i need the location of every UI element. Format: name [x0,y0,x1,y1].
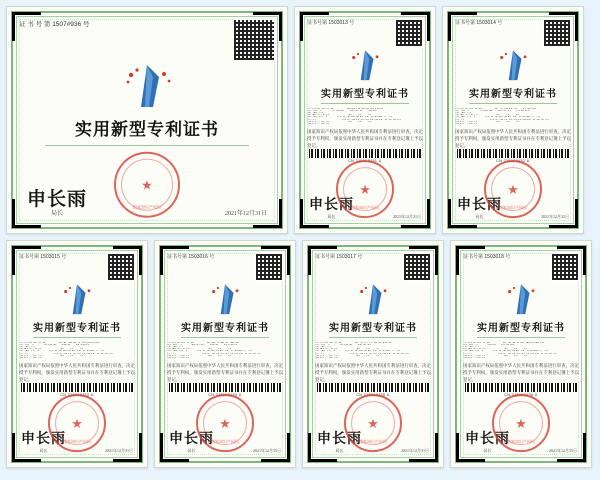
title-divider [321,103,409,104]
cnipa-logo-icon [345,49,385,83]
barcode-icon [21,383,133,392]
gallery-row-top [6,6,594,234]
certificate-fields [19,342,135,383]
legal-paragraph: 国家知识产权局依照中华人民共和国专利法进行审查，决定授予专利权，颁发实用新型专利证书并在专利登记簿上予以登记。 [167,362,283,382]
certificate-fields [167,342,283,383]
certificate-footer [19,397,135,455]
certificate-fields [455,108,571,149]
title-divider [477,337,565,338]
certificate-number: 证书号第 1503016 号 [167,254,215,260]
certificate-number: 证书号第 1503018 号 [463,254,511,260]
barcode-icon [465,383,577,392]
official-seal-icon: ★ 国家知识产权局 [336,160,394,218]
page-title: 实用新型专利证书 [477,323,565,334]
certificate-header [455,19,571,47]
page-title: 实用新型专利证书 [329,323,417,334]
certificate-card-6[interactable] [302,240,444,468]
barcode-number: CN 215008454 U [208,393,242,397]
qr-code-icon [543,19,571,47]
page-title: 实用新型专利证书 [33,323,121,334]
certificate-number: 证书号第 1503017 号 [315,254,363,260]
qr-code-icon [551,253,579,281]
certificate-header [315,253,431,281]
title-divider [45,145,249,146]
cnipa-logo-icon [119,63,175,111]
certificate-footer [455,163,571,221]
signature-block: 申长雨 局长 [169,432,214,453]
certificate-fields [463,342,579,383]
issue-date: 2021年12月31日 [401,447,429,453]
certificate-header [19,253,135,281]
signature-block: 申长雨 局长 [457,198,502,219]
signature-block: 申长雨 局长 [317,432,362,453]
signature-block: 申长雨 局长 [309,198,354,219]
certificate-number: 证 书 号 第 1507#936 号 [19,21,90,28]
signature-block: 申长雨 局长 [465,432,510,453]
issue-date: 2021年12月31日 [105,447,133,453]
barcode-number: CN 215008452 U [496,159,530,163]
certificate-number: 证书号第 1503015 号 [19,254,67,260]
cnipa-logo-icon [493,49,533,83]
page-title: 实用新型专利证书 [75,120,219,139]
legal-paragraph: 国家知识产权局依照中华人民共和国专利法进行审查，决定授予专利权，颁发实用新型专利证书并在专利登记簿上予以登记。 [307,128,423,148]
certificate-card-5[interactable] [154,240,296,468]
qr-code-icon [107,253,135,281]
certificate-card-2[interactable] [294,6,436,234]
certificate-header [307,19,423,47]
barcode-number: CN 215008456 U [504,393,538,397]
legal-paragraph: 国家知识产权局依照中华人民共和国专利法进行审查，决定授予专利权，颁发实用新型专利证书并在专利登记簿上予以登记。 [19,362,135,382]
certificate-footer [463,397,579,455]
page-title: 实用新型专利证书 [181,323,269,334]
barcode-icon [457,149,569,158]
issue-date: 2021年12月31日 [224,210,267,217]
barcode-icon [169,383,281,392]
barcode-number: CN 215008451 U [348,159,382,163]
barcode-number: CN 215008453 U [60,393,94,397]
certificate-fields [315,342,431,383]
certificate-number: 证书号第 1503014 号 [455,20,503,26]
official-seal-icon: ★ 国家知识产权局 [114,152,180,218]
page-title: 实用新型专利证书 [321,89,409,100]
page-title: 实用新型专利证书 [469,89,557,100]
signature-block: 申长雨 局长 [27,188,88,217]
certificate-header [19,19,275,61]
certificate-fields [307,108,423,149]
certificate-footer [315,397,431,455]
legal-paragraph: 国家知识产权局依照中华人民共和国专利法进行审查，决定授予专利权，颁发实用新型专利证书并在专利登记簿上予以登记。 [455,128,571,148]
certificate-header [463,253,579,281]
official-seal-icon: ★ 国家知识产权局 [492,394,550,452]
title-divider [33,337,121,338]
cnipa-logo-icon [353,283,393,317]
qr-code-icon [403,253,431,281]
official-seal-icon: ★ 国家知识产权局 [344,394,402,452]
barcode-icon [309,149,421,158]
certificate-card-3[interactable] [442,6,584,234]
qr-code-icon [395,19,423,47]
barcode-number: CN 215008455 U [356,393,390,397]
signature-block: 申长雨 局长 [21,432,66,453]
qr-code-icon [233,19,275,61]
issue-date: 2021年12月31日 [541,213,569,219]
legal-paragraph: 国家知识产权局依照中华人民共和国专利法进行审查，决定授予专利权，颁发实用新型专利证书并在专利登记簿上予以登记。 [463,362,579,382]
cnipa-logo-icon [205,283,245,317]
certificate-header [167,253,283,281]
certificate-card-7[interactable] [450,240,592,468]
certificate-footer [19,155,275,221]
certificate-footer [307,163,423,221]
official-seal-icon: ★ 国家知识产权局 [484,160,542,218]
issue-date: 2021年12月31日 [549,447,577,453]
cnipa-logo-icon [57,283,97,317]
title-divider [329,337,417,338]
barcode-icon [317,383,429,392]
official-seal-icon: ★ 国家知识产权局 [196,394,254,452]
issue-date: 2021年12月31日 [253,447,281,453]
issue-date: 2021年12月31日 [393,213,421,219]
gallery-row-bottom [6,240,594,468]
title-divider [469,103,557,104]
qr-code-icon [255,253,283,281]
official-seal-icon: ★ 国家知识产权局 [48,394,106,452]
certificate-card-1[interactable] [6,6,288,234]
title-divider [181,337,269,338]
certificate-card-4[interactable] [6,240,148,468]
certificate-number: 证书号第 1503013 号 [307,20,355,26]
certificate-footer [167,397,283,455]
legal-paragraph: 国家知识产权局依照中华人民共和国专利法进行审查，决定授予专利权，颁发实用新型专利证书并在专利登记簿上予以登记。 [315,362,431,382]
cnipa-logo-icon [501,283,541,317]
